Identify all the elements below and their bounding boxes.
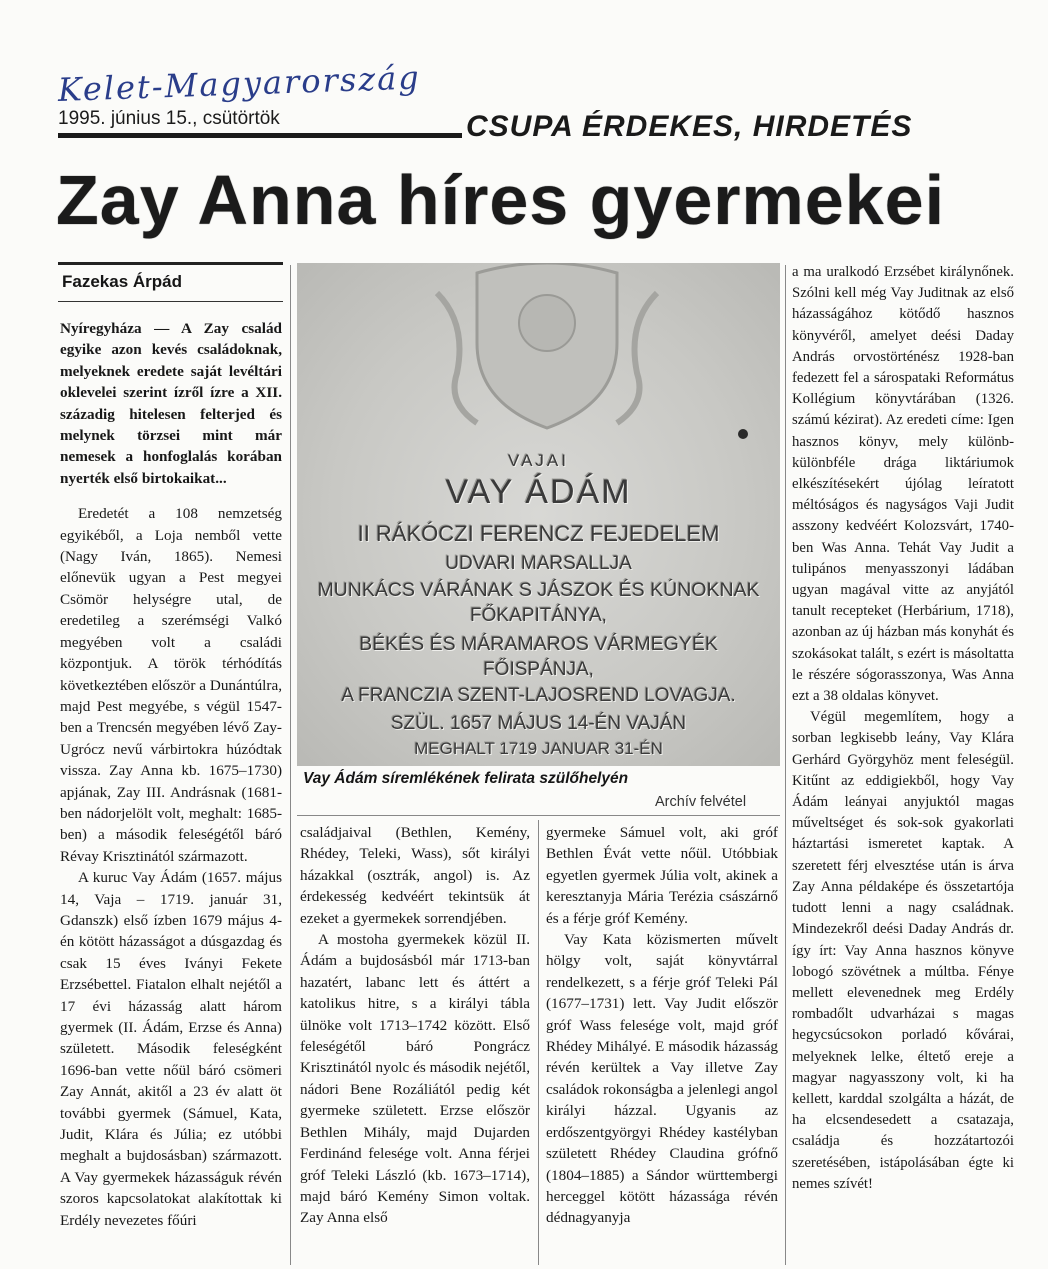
coat-of-arms-icon [417, 263, 677, 433]
plaque-line: VAY ÁDÁM [445, 473, 632, 511]
paragraph: családjaival (Bethlen, Kemény, Rhédey, Teleki, Wass), sőt királyi házakkal (osztrák, angol) is. Az érdekesség kedvéért tekintsük át ezeket a gyermekek sorrendjében. [300, 824, 530, 927]
column-rule [538, 820, 539, 1265]
column-rule [290, 265, 291, 1265]
plaque-line: A FRANCZIA SZENT-LAJOSREND LOVAGJA. [341, 685, 736, 706]
section-title: CSUPA ÉRDEKES, HIRDETÉS [466, 110, 913, 143]
plaque-line: FŐISPÁNJA, [483, 659, 594, 680]
article-column-2 [300, 822, 530, 1229]
caption-rule [297, 815, 780, 816]
mounting-bolt-icon [737, 428, 749, 440]
paragraph: A kuruc Vay Ádám (1657. május 14, Vaja – 1719. január 31, Gdanszk) első ízben 1679 május 4-én kötött házasságot a dúsgazdag és csak 15 éves Iványi Fekete Erzsébettel. Fiatalon elhalt nejétől a 17 évi házasság alatt három gyermek (II. Ádám, Erzse és Anna) született. Második feleségként 1696-ban vette nőül báró csömeri Zay Annát, akitől a 23 év alatt öt további gyermek (Sámuel, Kata, Judit, Klára és Júlia; ez utóbbi meghalt a bujdosásban) származott. A Vay gyermekek házasságuk révén szoros kapcsolatokat alakítottak ki Erdély nevezetes főúri [60, 869, 282, 1229]
plaque-line: MEGHALT 1719 JANUAR 31-ÉN [414, 739, 663, 758]
paragraph: Eredetét a 108 nemzetség egyikéből, a Loja nemből vette (Nagy Iván, 1865). Nemesi előnevük ugyan a Pest megyei Csömör helységre utal, de eredetileg a szerémségi Valkó megyében volt a családi központjuk. A török térhódítás következtében először a Dunántúlra, majd Pest megyébe, s végül 1547-ben a Trencsén megyében lévő Zay-Ugrócz nevű várbirtokra húzódtak vissza. Zay Anna kb. 1675–1730) apjának, Zay III. Andrásnak (1681-ben nádorjelölt volt, meghalt: 1685-ben) a második feleségétől báró Révay Krisztinától származott. [60, 505, 282, 865]
paragraph: A mostoha gyermekek közül II. Ádám a bujdosásból már 1713-ban hazatért, labanc lett és áttért a katolikus hitre, s a királyi tábla ülnöke volt 1713–1742 között. Első feleségétől báró Pongrácz Krisztinától nyolc és második nejétől, nádori Bene Rozáliától pedig két gyermeke született. Erzse először Bethlen Mihály, majd Dujarden Ferdinánd felesége volt. Anna férjei gróf Teleki László (kb. 1673–1714), majd báró Kemény Simon voltak. Zay Anna első [300, 931, 530, 1227]
plaque-line: SZÜL. 1657 MÁJUS 14-ÉN VAJÁN [390, 713, 687, 734]
article-column-1 [60, 318, 282, 1231]
article-column-4 [792, 262, 1014, 1195]
header-rule [58, 133, 462, 138]
plaque-line: MUNKÁCS VÁRÁNAK S JÁSZOK ÉS KÚNOKNAK [317, 579, 760, 601]
article-column-3 [546, 822, 778, 1229]
headline-rule [58, 262, 283, 265]
headline: Zay Anna híres gyermekei [56, 161, 946, 239]
plaque-line: VAJAI [508, 451, 569, 470]
paragraph: a ma uralkodó Erzsébet királynőnek. Szólni kell még Vay Juditnak az első házasságához kötődő hasznos könyvéről, amelyet deési Daday András orvostörténész 1928-ban fedezett fel a sárospataki Református Kollégium könyvtárában (1326. számú kézirat). Az eredeti címe: Igen hasznos könyv, mely különb-különbféle drága liktáriumok elkészítésekért újólag leíratott méltóságos és nagyságos Vaji Judit asszony kedvéért Kolozsvárt, 1740-ben Was Anna. Tehát Vay Judit a tulipános menyasszonyi ládában ugyan magával vitte az anyjától tanult recepteket (Herbárium, 1718), azonban az új házban más konyhát és szokásokat talált, s ezért is másoltatta le részére sógorasszonya, Was Anna ezt a 38 oldalas könyvet. [792, 264, 1014, 705]
photo-credit: Archív felvétel [655, 794, 747, 810]
paragraph: Végül megemlítem, hogy a sorban legkisebb leány, Vay Klára Gerhárd Györgyhöz ment feleségül. Kitűnt az eddigiekből, hogy Vay Ádám leányai anyjuktól magas műveltséget és sok-sok gyakorlati háztartási ismeretet kaptak. A szeretett férj elvesztése után is árva Zay Anna példaképe és összetartója tudott lenni a nagy családnak. Mindezekről deési Daday András dr. így írt: Vay Anna hasznos könyve lobogó szövétnek a múltba. Fénye mellett elevenednek meg Erdély rombadőlt udvarházai s magas hegycsúcsokon porladó kővárai, melyeknek lelke, éltető ereje a magyar nagyasszony volt, ki ha kellett, karddal szolgálta a házát, de ha elcsendesedett a csatazaja, családja és hozzátartozói szeretésében, istápolásában égte ki nemes szívét! [792, 709, 1014, 1192]
paragraph: gyermeke Sámuel volt, aki gróf Bethlen Évát vette nőül. Utóbbiak egyetlen gyermek Júlia volt, akinek a keresztanyja Mária Terézia császárnő és a férje gróf Kemény. [546, 824, 778, 927]
lead-paragraph: Nyíregyháza — A Zay család egyike azon kevés családoknak, melyeknek eredete saját levéltári oklevelei szerint ízről ízre a XII. századig hitelesen felterjed és melynek törzsei mint már nemesek a honfoglalás korában nyerték első birtokaikat... [60, 320, 282, 487]
dateline: 1995. június 15., csütörtök [58, 108, 280, 129]
paragraph: Vay Kata közismerten művelt hölgy volt, saját könyvtárral rendelkezett, s a férje gróf Teleki Pál (1677–1731) lett. Vay Judit először gróf Wass felesége volt, majd gróf Rhédey Mihályé. E második házasság révén kerültek a Vay illetve Zay családok rokonságba a jelenlegi angol királyi házzal. Ugyanis az erdőszentgyörgyi Rhédey kastélyban született Rhédey Claudina grófnő (1804–1885) a Sándor württembergi herceggel kötött házassága révén dédnagyanyja [546, 931, 778, 1227]
tomb-inscription-photo [297, 263, 780, 766]
byline-rule [58, 301, 283, 302]
plaque-line: BÉKÉS ÉS MÁRAMAROS VÁRMEGYÉK [359, 633, 718, 655]
handwritten-source-note: Kelet-Magyarország [57, 58, 422, 109]
byline: Fazekas Árpád [62, 272, 182, 291]
photo-caption: Vay Ádám síremlékének felirata szülőhelyén [303, 770, 629, 787]
plaque-line: II RÁKÓCZI FERENCZ FEJEDELEM [357, 521, 720, 546]
plaque-line: FŐKAPITÁNYA, [470, 605, 607, 626]
column-rule [785, 265, 786, 1265]
plaque-line: UDVARI MARSALLJA [445, 553, 632, 574]
